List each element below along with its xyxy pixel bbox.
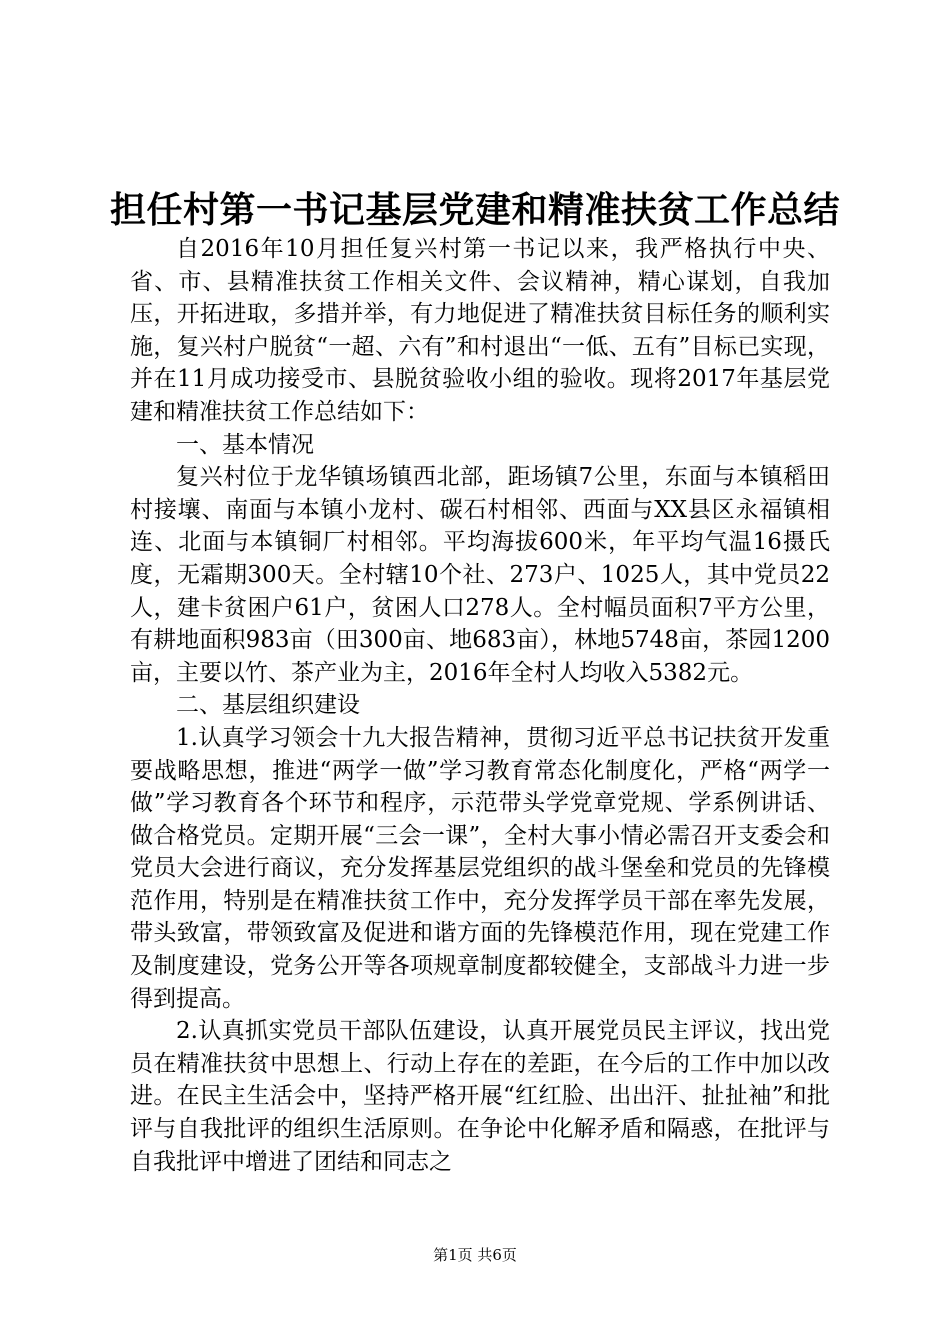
organization-paragraph-2: 2.认真抓实党员干部队伍建设，认真开展党员民主评议，找出党员在精准扶贫中思想上、行动上存在的差距，在今后的工作中加以改进。在民主生活会中，坚持严格开展“红红脸、出出汗、扯扯袖”和批评与自我批评的组织生活原则。在争论中化解矛盾和隔惑，在批评与自我批评中增进了团结和同志之: [130, 1018, 830, 1175]
section-heading-basic-situation: 一、基本情况: [176, 431, 314, 458]
document-title: 担任村第一书记基层党建和精准扶贫工作总结: [109, 189, 840, 231]
document-body: [130, 233, 830, 1178]
organization-paragraph-1: 1.认真学习领会十九大报告精神，贯彻习近平总书记扶贫开发重要战略思想，推进“两学一做”学习教育常态化制度化，严格“两学一做”学习教育各个环节和程序，示范带头学党章党规、学系例讲话、做合格党员。定期开展“三会一课”，全村大事小情必需召开支委会和党员大会进行商议，充分发挥基层党组织的战斗堡垒和党员的先锋模范作用，特别是在精准扶贫工作中，充分发挥学员干部在率先发展，带头致富，带领致富及促进和谐方面的先锋模范作用，现在党建工作及制度建设，党务公开等各项规章制度都较健全，支部战斗力进一步得到提高。: [130, 724, 830, 1012]
section-heading-organization: 二、基层组织建设: [176, 692, 360, 719]
intro-paragraph: 自2016年10月担任复兴村第一书记以来，我严格执行中央、省、市、县精准扶贫工作相关文件、会议精神，精心谋划，自我加压，开拓进取，多措并举，有力地促进了精准扶贫目标任务的顺利实施，复兴村户脱贫“一超、六有”和村退出“一低、五有”目标已实现，并在11月成功接受市、县脱贫验收小组的验收。现将2017年基层党建和精准扶贫工作总结如下：: [130, 236, 830, 425]
basic-situation-paragraph: 复兴村位于龙华镇场镇西北部，距场镇7公里，东面与本镇稻田村接壤、南面与本镇小龙村、碳石村相邻、西面与XX县区永福镇相连、北面与本镇铜厂村相邻。平均海拔600米，年平均气温16摄氏度，无霜期300天。全村辖10个社、273户、1025人，其中党员22人，建卡贫困户61户，贫困人口278人。全村幅员面积7平方公里，有耕地面积983亩（田300亩、地683亩），林地5748亩，茶园1200亩，主要以竹、茶产业为主，2016年全村人均收入5382元。: [130, 464, 830, 686]
page-number-footer: 第1页 共6页: [433, 1246, 517, 1264]
